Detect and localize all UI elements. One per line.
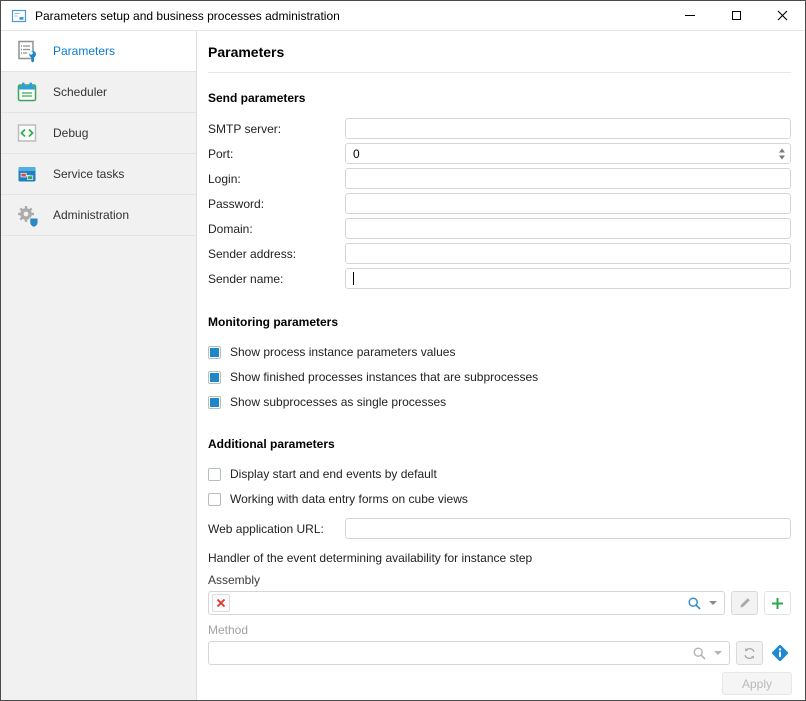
section-header-monitoring: Monitoring parameters bbox=[208, 315, 339, 329]
search-icon[interactable] bbox=[687, 596, 702, 611]
checkbox-label: Show process instance parameters values bbox=[230, 345, 456, 359]
checkbox-checked-icon[interactable] bbox=[208, 346, 221, 359]
checkbox-row-working-data-entry-forms[interactable] bbox=[208, 492, 791, 506]
form-row-domain bbox=[208, 218, 791, 239]
form-row-login bbox=[208, 168, 791, 189]
sidebar-item-parameters[interactable] bbox=[1, 31, 196, 72]
pencil-icon bbox=[738, 596, 752, 610]
field-label: Password: bbox=[208, 196, 265, 211]
checkbox-row-show-subprocesses-single[interactable] bbox=[208, 395, 791, 409]
info-icon[interactable] bbox=[769, 642, 791, 664]
form-row-sender-name bbox=[208, 268, 791, 289]
web-application-url-input[interactable] bbox=[345, 518, 791, 539]
spinner-down-icon[interactable] bbox=[779, 155, 785, 159]
smtp-server-input[interactable] bbox=[345, 118, 791, 139]
administration-icon bbox=[14, 202, 40, 228]
send-form bbox=[208, 118, 791, 289]
chevron-down-icon bbox=[714, 651, 722, 655]
sidebar bbox=[1, 31, 197, 700]
port-input[interactable] bbox=[345, 143, 791, 164]
method-row bbox=[208, 641, 791, 665]
checkbox-label: Working with data entry forms on cube views bbox=[230, 492, 468, 506]
checkbox-checked-icon[interactable] bbox=[208, 396, 221, 409]
sender-name-input[interactable] bbox=[345, 268, 791, 289]
sidebar-item-scheduler[interactable] bbox=[1, 72, 196, 113]
handler-caption: Handler of the event determining availability for instance step bbox=[208, 551, 533, 565]
sidebar-item-service-tasks[interactable] bbox=[1, 154, 196, 195]
sidebar-item-label: Scheduler bbox=[53, 85, 108, 99]
window-title: Parameters setup and business processes administration bbox=[35, 8, 340, 23]
password-input[interactable] bbox=[345, 193, 791, 214]
monitoring-checkbox-group bbox=[208, 345, 791, 409]
domain-input[interactable] bbox=[345, 218, 791, 239]
add-button[interactable] bbox=[764, 591, 791, 615]
spinner-up-icon[interactable] bbox=[779, 148, 785, 152]
sender-address-input[interactable] bbox=[345, 243, 791, 264]
checkbox-label: Display start and end events by default bbox=[230, 467, 437, 481]
maximize-button[interactable] bbox=[713, 1, 759, 30]
sidebar-item-label: Administration bbox=[53, 208, 130, 222]
form-row-smtp bbox=[208, 118, 791, 139]
title-bar bbox=[1, 1, 805, 31]
method-input[interactable] bbox=[216, 643, 687, 663]
form-row-port bbox=[208, 143, 791, 164]
field-label: Port: bbox=[208, 146, 234, 161]
close-button[interactable] bbox=[759, 1, 805, 30]
checkbox-row-show-finished-subprocesses[interactable] bbox=[208, 370, 791, 384]
parameters-icon bbox=[14, 38, 40, 64]
form-row-password bbox=[208, 193, 791, 214]
checkbox-row-show-instance-params[interactable] bbox=[208, 345, 791, 359]
window-controls bbox=[667, 1, 805, 30]
maximize-icon bbox=[732, 11, 741, 20]
field-label: Web application URL: bbox=[208, 521, 324, 536]
section-header-additional: Additional parameters bbox=[208, 437, 335, 451]
checkbox-unchecked-icon[interactable] bbox=[208, 493, 221, 506]
field-label: Sender address: bbox=[208, 246, 297, 261]
form-row-sender-address bbox=[208, 243, 791, 264]
divider bbox=[208, 72, 791, 73]
refresh-icon bbox=[742, 646, 757, 661]
sidebar-item-label: Debug bbox=[53, 126, 89, 140]
section-header-send: Send parameters bbox=[208, 91, 306, 105]
checkbox-label: Show finished processes instances that are subprocesses bbox=[230, 370, 539, 384]
scheduler-icon bbox=[14, 79, 40, 105]
service-tasks-icon bbox=[14, 161, 40, 187]
plus-icon bbox=[770, 596, 785, 611]
sidebar-item-label: Service tasks bbox=[53, 167, 125, 181]
assembly-row bbox=[208, 591, 791, 615]
additional-checkbox-group bbox=[208, 467, 791, 506]
refresh-button[interactable] bbox=[736, 641, 763, 665]
field-label: Sender name: bbox=[208, 271, 284, 286]
login-input[interactable] bbox=[345, 168, 791, 189]
method-label: Method bbox=[208, 623, 249, 637]
checkbox-checked-icon[interactable] bbox=[208, 371, 221, 384]
app-icon bbox=[11, 8, 27, 24]
main-panel bbox=[197, 31, 805, 700]
field-label: SMTP server: bbox=[208, 121, 282, 136]
sidebar-item-administration[interactable] bbox=[1, 195, 196, 236]
page-title: Parameters bbox=[208, 44, 285, 60]
form-row-web-url bbox=[208, 518, 791, 539]
method-combobox[interactable] bbox=[208, 641, 730, 665]
sidebar-item-label: Parameters bbox=[53, 44, 116, 58]
sidebar-item-debug[interactable] bbox=[1, 113, 196, 154]
chevron-down-icon[interactable] bbox=[709, 601, 717, 605]
debug-icon bbox=[14, 120, 40, 146]
error-icon bbox=[212, 594, 230, 612]
checkbox-row-display-start-end-events[interactable] bbox=[208, 467, 791, 481]
field-label: Domain: bbox=[208, 221, 253, 236]
assembly-input[interactable] bbox=[235, 593, 682, 613]
search-icon-disabled bbox=[692, 646, 707, 661]
minimize-button[interactable] bbox=[667, 1, 713, 30]
field-label: Login: bbox=[208, 171, 241, 186]
text-caret bbox=[353, 272, 354, 285]
assembly-label: Assembly bbox=[208, 573, 261, 587]
close-icon bbox=[777, 10, 788, 21]
checkbox-unchecked-icon[interactable] bbox=[208, 468, 221, 481]
edit-button[interactable] bbox=[731, 591, 758, 615]
minimize-icon bbox=[685, 15, 695, 16]
spinner-control[interactable] bbox=[779, 148, 785, 159]
apply-button[interactable]: Apply bbox=[722, 672, 792, 695]
assembly-combobox[interactable] bbox=[208, 591, 725, 615]
checkbox-label: Show subprocesses as single processes bbox=[230, 395, 447, 409]
